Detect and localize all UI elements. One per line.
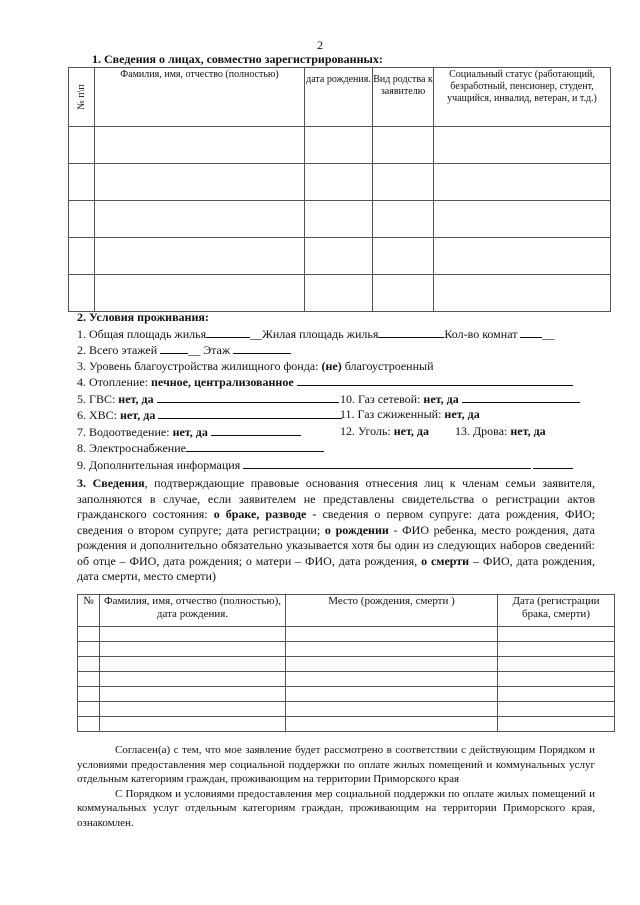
living-conditions [77, 310, 617, 473]
table-cell[interactable] [69, 164, 95, 201]
table-row [69, 164, 611, 201]
table-cell[interactable] [100, 627, 286, 642]
col-header-date: Дата (регистрации брака, смерти) [498, 595, 615, 627]
civil-records-table [77, 594, 615, 732]
table-cell[interactable] [498, 657, 615, 672]
table-header-row [78, 595, 615, 627]
table-cell[interactable] [78, 702, 100, 717]
table-cell[interactable] [100, 717, 286, 732]
table-row [78, 657, 615, 672]
table-cell[interactable] [305, 201, 373, 238]
table-cell[interactable] [498, 672, 615, 687]
table-cell[interactable] [305, 238, 373, 275]
table-cell[interactable] [95, 127, 305, 164]
hot-water-gas-line: 5. ГВС: нет, да 10. Газ сетевой: нет, да [77, 391, 617, 408]
table-cell[interactable] [373, 238, 434, 275]
table-row [69, 275, 611, 312]
table-cell[interactable] [373, 127, 434, 164]
col-header-num: № п\п [69, 68, 95, 127]
table-row [78, 672, 615, 687]
table-cell[interactable] [78, 717, 100, 732]
col-header-birth: дата рождения. [305, 68, 373, 127]
cohabitants-table [68, 67, 611, 312]
table-cell[interactable] [78, 657, 100, 672]
table-cell[interactable] [95, 275, 305, 312]
table-cell[interactable] [286, 642, 498, 657]
floors-line: 2. Всего этажей __ Этаж [77, 342, 617, 359]
consent-block [77, 743, 595, 830]
table-cell[interactable] [305, 164, 373, 201]
table-cell[interactable] [498, 627, 615, 642]
consent-paragraph-2: С Порядком и условиями предоставления мер социальной поддержки по оплате жилых помещений и коммунальных услуг отдельным категориям граждан, проживающим на территории Приморского края, ознакомлен. [77, 787, 595, 829]
table-cell[interactable] [498, 717, 615, 732]
table-cell[interactable] [69, 238, 95, 275]
table-cell[interactable] [286, 627, 498, 642]
col-header-num: № [78, 595, 100, 627]
col-header-status: Социальный статус (работающий, безработный, пенсионер, студент, учащийся, инвалид, ветеран, и т.д.) [434, 68, 611, 127]
table-row [69, 127, 611, 164]
table-row [69, 238, 611, 275]
table-cell[interactable] [498, 702, 615, 717]
table-cell[interactable] [78, 672, 100, 687]
table-cell[interactable] [78, 642, 100, 657]
table-cell[interactable] [69, 201, 95, 238]
section2-title: 2. Условия проживания: [77, 310, 209, 324]
table-cell[interactable] [434, 164, 611, 201]
table-cell[interactable] [434, 275, 611, 312]
table-cell[interactable] [286, 717, 498, 732]
table-row [78, 717, 615, 732]
table-cell[interactable] [498, 687, 615, 702]
consent-paragraph-1: Согласен(а) с тем, что мое заявление будет рассмотрено в соответствии с действующим Порядком и условиями предоставления мер социальной поддержки по оплате жилых помещений и коммунальных услуг отдельным категориям граждан, проживающим на территории Приморского края [77, 744, 595, 785]
table-cell[interactable] [286, 687, 498, 702]
col-header-place: Место (рождения, смерти ) [286, 595, 498, 627]
table-row [78, 642, 615, 657]
table-cell[interactable] [100, 657, 286, 672]
table-row [78, 627, 615, 642]
table-row [78, 702, 615, 717]
section3-text: 3. Сведения, подтверждающие правовые основания отнесения лиц к членам семьи заявителя, заполняются в случае, если заявителем не представлены свидетельства о регистрации актов гражданского состояния: о браке, разводе - сведения о первом супруге: дата рождения, ФИО; сведения о втором супруге; дата регистрации; о рождении - ФИО ребенка, место рождения, дата рождения и дополнительно обязательно указывается хотя бы один из следующих наборов сведений: об отце – ФИО, дата рождения; о матери – ФИО, дата рождения, о смерти – ФИО, дата рождения, дата смерти, место смерти) [77, 476, 596, 583]
col-header-relation: Вид родства к заявителю [373, 68, 434, 127]
drainage-coal-wood-line: 7. Водоотведение: нет, да 12. Уголь: нет, да 13. Дрова: нет, да [77, 423, 546, 439]
table-cell[interactable] [373, 164, 434, 201]
col-header-name: Фамилия, имя, отчество (полностью), дата рождения. [100, 595, 286, 627]
table-cell[interactable] [69, 275, 95, 312]
table-cell[interactable] [434, 127, 611, 164]
heating-line: 4. Отопление: печное, централизованное [77, 374, 617, 391]
table-cell[interactable] [100, 702, 286, 717]
additional-info-line: 9. Дополнительная информация [77, 457, 617, 474]
amenities-line: 3. Уровень благоустройства жилищного фонда: (не) благоустроенный [77, 358, 434, 373]
area-line: 1. Общая площадь жилья __Жилая площадь жилья Кол-во комнат __ [77, 326, 555, 341]
table-row [69, 201, 611, 238]
table-cell[interactable] [434, 238, 611, 275]
table-cell[interactable] [373, 275, 434, 312]
cold-water-lpg-line: 6. ХВС: нет, да 11. Газ сжиженный: нет, да [77, 407, 480, 422]
section1-title: 1. Сведения о лицах, совместно зарегистрированных: [92, 52, 383, 66]
table-row [78, 687, 615, 702]
table-cell[interactable] [498, 642, 615, 657]
table-cell[interactable] [95, 201, 305, 238]
table-cell[interactable] [305, 127, 373, 164]
table-cell[interactable] [305, 275, 373, 312]
table-cell[interactable] [100, 642, 286, 657]
table-cell[interactable] [95, 238, 305, 275]
table-cell[interactable] [69, 127, 95, 164]
table-cell[interactable] [286, 657, 498, 672]
table-cell[interactable] [373, 201, 434, 238]
table-cell[interactable] [286, 672, 498, 687]
table-cell[interactable] [78, 627, 100, 642]
table-cell[interactable] [95, 164, 305, 201]
table-cell[interactable] [286, 702, 498, 717]
table-header-row [69, 68, 611, 127]
table-cell[interactable] [100, 687, 286, 702]
table-cell[interactable] [78, 687, 100, 702]
table-cell[interactable] [434, 201, 611, 238]
electricity-line: 8. Электроснабжение [77, 440, 617, 457]
col-header-name: Фамилия, имя, отчество (полностью) [95, 68, 305, 127]
page-number: 2 [317, 38, 323, 52]
table-cell[interactable] [100, 672, 286, 687]
